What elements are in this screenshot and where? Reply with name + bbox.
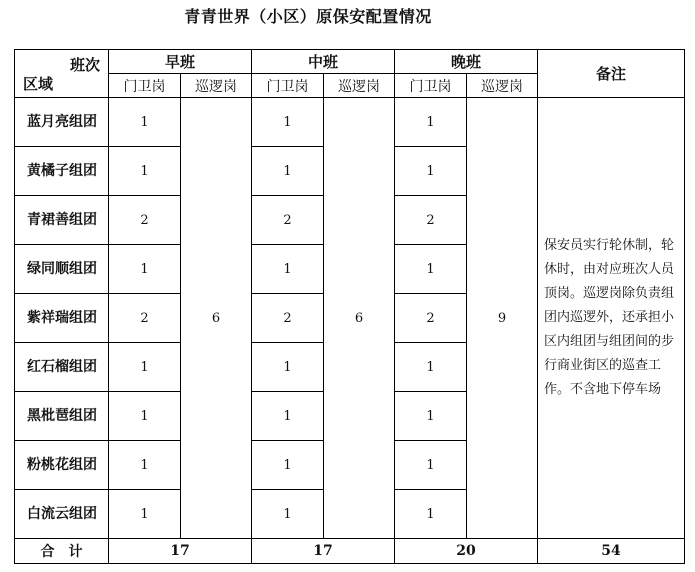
remark-header: 备注	[538, 50, 685, 98]
mid-patrol-cell: 6	[324, 98, 395, 539]
night-patrol-header: 巡逻岗	[467, 74, 538, 98]
night-gate-cell: 1	[395, 441, 467, 490]
night-gate-cell: 2	[395, 294, 467, 343]
table-row	[15, 98, 685, 147]
night-gate-cell: 1	[395, 98, 467, 147]
mid-gate-cell: 1	[252, 245, 324, 294]
early-gate-cell: 1	[109, 490, 181, 539]
area-name-cell: 紫祥瑞组团	[15, 294, 109, 343]
totals-label: 合 计	[15, 539, 109, 564]
corner-area-label: 区域	[23, 74, 54, 93]
night-patrol-cell: 9	[467, 98, 538, 539]
remark-cell: 保安员实行轮休制，轮休时，由对应班次人员顶岗。巡逻岗除负责组团内巡逻外，还承担小区内组团与组团间的步行商业街区的巡查工作。不含地下停车场	[538, 98, 685, 539]
shift-header-early: 早班	[109, 50, 252, 74]
corner-shift-label: 班次	[69, 55, 100, 74]
security-staffing-table	[14, 49, 685, 564]
page-title: 青青世界（小区）原保安配置情况	[184, 7, 432, 26]
totals-row	[15, 539, 685, 564]
area-name-cell: 黄橘子组团	[15, 147, 109, 196]
night-gate-cell: 1	[395, 343, 467, 392]
mid-patrol-header: 巡逻岗	[324, 74, 395, 98]
early-gate-cell: 2	[109, 294, 181, 343]
early-patrol-header: 巡逻岗	[181, 74, 252, 98]
night-gate-cell: 2	[395, 196, 467, 245]
early-patrol-cell: 6	[181, 98, 252, 539]
mid-gate-cell: 1	[252, 392, 324, 441]
area-name-cell: 绿同顺组团	[15, 245, 109, 294]
mid-gate-cell: 1	[252, 441, 324, 490]
area-name-cell: 红石榴组团	[15, 343, 109, 392]
early-gate-cell: 1	[109, 98, 181, 147]
night-gate-cell: 1	[395, 245, 467, 294]
corner-header-cell	[15, 50, 109, 98]
early-gate-cell: 1	[109, 343, 181, 392]
early-gate-cell: 1	[109, 147, 181, 196]
night-gate-header: 门卫岗	[395, 74, 467, 98]
night-gate-cell: 1	[395, 147, 467, 196]
early-total: 17	[109, 539, 252, 564]
shift-header-night: 晚班	[395, 50, 538, 74]
early-gate-cell: 1	[109, 441, 181, 490]
mid-gate-cell: 2	[252, 196, 324, 245]
grand-total: 54	[538, 539, 685, 564]
shift-header-mid: 中班	[252, 50, 395, 74]
night-gate-cell: 1	[395, 490, 467, 539]
area-name-cell: 粉桃花组团	[15, 441, 109, 490]
night-total: 20	[395, 539, 538, 564]
mid-total: 17	[252, 539, 395, 564]
night-gate-cell: 1	[395, 392, 467, 441]
mid-gate-cell: 2	[252, 294, 324, 343]
mid-gate-cell: 1	[252, 490, 324, 539]
early-gate-header: 门卫岗	[109, 74, 181, 98]
area-name-cell: 黑枇琶组团	[15, 392, 109, 441]
early-gate-cell: 1	[109, 392, 181, 441]
area-name-cell: 蓝月亮组团	[15, 98, 109, 147]
area-name-cell: 白流云组团	[15, 490, 109, 539]
mid-gate-header: 门卫岗	[252, 74, 324, 98]
early-gate-cell: 1	[109, 245, 181, 294]
mid-gate-cell: 1	[252, 343, 324, 392]
early-gate-cell: 2	[109, 196, 181, 245]
area-name-cell: 青裙善组团	[15, 196, 109, 245]
mid-gate-cell: 1	[252, 147, 324, 196]
mid-gate-cell: 1	[252, 98, 324, 147]
